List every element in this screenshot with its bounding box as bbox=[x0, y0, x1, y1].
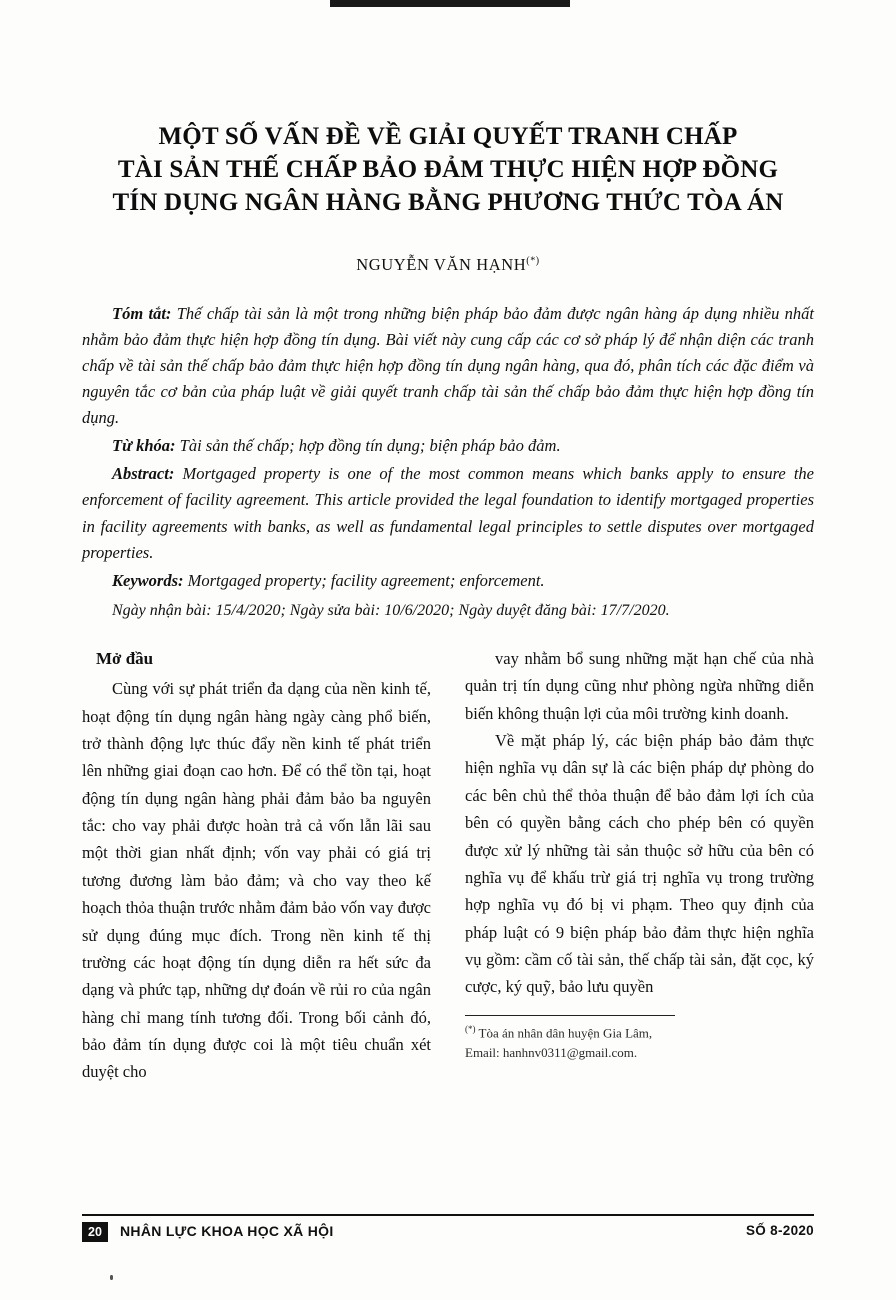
footnote bbox=[465, 1023, 814, 1062]
abstract-block bbox=[82, 301, 814, 623]
title-line-2: TÀI SẢN THẾ CHẤP BẢO ĐẢM THỰC HIỆN HỢP ĐỒNG bbox=[117, 156, 779, 183]
paragraph-left-1: Cùng với sự phát triển đa dạng của nền kinh tế, hoạt động tín dụng ngân hàng ngày càng phổ biến, trở thành động lực thúc đẩy nền kinh tế phát triển lên những giai đoạn cao hơn. Để có thể tồn tại, hoạt động tín dụng ngân hàng phải đảm bảo ba nguyên tắc: cho vay phải được hoàn trả cả vốn lẫn lãi sau một thời gian nhất định; vốn vay phải có giá trị tương đương làm bảo đảm; và cho vay theo kế hoạch thỏa thuận trước nhằm đảm bảo vốn vay được sử dụng đúng mục đích. Trong nền kinh tế thị trường các hoạt động tín dụng diễn ra hết sức đa dạng và phức tạp, những dự đoán về rủi ro của ngân hàng chỉ mang tính tương đối. Trong bối cảnh đó, bảo đảm tín dụng được coi là một tiêu chuẩn xét duyệt cho bbox=[82, 679, 431, 1082]
scan-speck bbox=[110, 1275, 113, 1280]
two-column-body bbox=[82, 645, 814, 1086]
keywords-vi-text: Tài sản thế chấp; hợp đồng tín dụng; biện pháp bảo đảm. bbox=[179, 436, 561, 456]
footnote-line-1: Tòa án nhân dân huyện Gia Lâm, bbox=[478, 1025, 653, 1041]
paragraph-right-2: Về mặt pháp lý, các biện pháp bảo đảm thực hiện nghĩa vụ dân sự là các biện pháp dự phòng do các bên chủ thể thỏa thuận để bảo đảm lợi ích của bên có quyền bằng cách cho phép bên có quyền được xử lý những tài sản thuộc sở hữu của bên có nghĩa vụ để khấu trừ giá trị nghĩa vụ trong trường hợp nghĩa vụ đó bị vi phạm. Theo quy định của pháp luật có 9 biện pháp bảo đảm thực hiện nghĩa vụ gồm: cầm cố tài sản, thế chấp tài sản, đặt cọc, ký cược, ký quỹ, bảo lưu quyền bbox=[465, 731, 814, 997]
footnote-separator bbox=[465, 1015, 675, 1017]
page-footer bbox=[82, 1222, 814, 1248]
column-left bbox=[82, 645, 431, 1086]
top-rule-decoration bbox=[330, 0, 570, 7]
keywords-english bbox=[82, 568, 814, 594]
journal-name: NHÂN LỰC KHOA HỌC XÃ HỘI bbox=[120, 1223, 334, 1239]
paragraph-right-1: vay nhằm bổ sung những mặt hạn chế của nhà quản trị tín dụng cũng như phòng ngừa những diễn biến không thuận lợi của môi trường kinh doanh. bbox=[465, 648, 814, 723]
keywords-vietnamese bbox=[82, 433, 814, 459]
page-title bbox=[82, 120, 814, 219]
abstract-vi-label: Tóm tắt: bbox=[112, 304, 172, 323]
footnote-marker: (*) bbox=[465, 1024, 476, 1035]
column-right bbox=[465, 645, 814, 1086]
footnote-line-2: Email: hanhnv0311@gmail.com. bbox=[465, 1045, 638, 1061]
section-heading-intro: Mở đầu bbox=[96, 648, 154, 668]
keywords-en-text: Mortgaged property; facility agreement; enforcement. bbox=[187, 570, 545, 590]
page-number-badge: 20 bbox=[82, 1222, 108, 1242]
author-name bbox=[82, 255, 814, 275]
abstract-vi-text: Thế chấp tài sản là một trong những biện pháp bảo đảm được ngân hàng áp dụng nhiều nhất nhằm bảo đảm thực hiện hợp đồng tín dụng. Bài viết này cung cấp các cơ sở pháp lý để nhận diện các tranh chấp về tài sản thế chấp bảo đảm thực hiện hợp đồng tín dụng ngân hàng, qua đó, phân tích các đặc điểm và nguyên tắc cơ bản của pháp luật về giải quyết tranh chấp tài sản thế chấp bảo đảm thực hiện hợp đồng tín dụng. bbox=[82, 304, 815, 428]
author-label: NGUYỄN VĂN HẠNH bbox=[356, 255, 527, 274]
abstract-vietnamese bbox=[82, 301, 814, 431]
title-line-3: TÍN DỤNG NGÂN HÀNG BẰNG PHƯƠNG THỨC TÒA ÁN bbox=[112, 189, 784, 216]
keywords-en-label: Keywords: bbox=[112, 570, 184, 590]
abstract-en-label: Abstract: bbox=[112, 464, 175, 484]
submission-dateline: Ngày nhận bài: 15/4/2020; Ngày sửa bài: 10/6/2020; Ngày duyệt đăng bài: 17/7/2020. bbox=[112, 601, 670, 619]
keywords-vi-label: Từ khóa: bbox=[112, 436, 176, 456]
abstract-english bbox=[82, 461, 814, 565]
author-footnote-marker: (*) bbox=[526, 255, 540, 267]
issue-number: SỐ 8-2020 bbox=[746, 1223, 814, 1238]
abstract-en-text: Mortgaged property is one of the most common means which banks apply to ensure the enforcement of facility agreement. This article provided the legal foundation to identify mortgaged properties in facility agreements with banks, as well as fundamental legal principles to settle disputes over mortgaged properties. bbox=[82, 464, 815, 562]
footer-rule bbox=[82, 1214, 814, 1216]
article-content bbox=[82, 120, 814, 1086]
title-line-1: MỘT SỐ VẤN ĐỀ VỀ GIẢI QUYẾT TRANH CHẤP bbox=[158, 123, 738, 150]
